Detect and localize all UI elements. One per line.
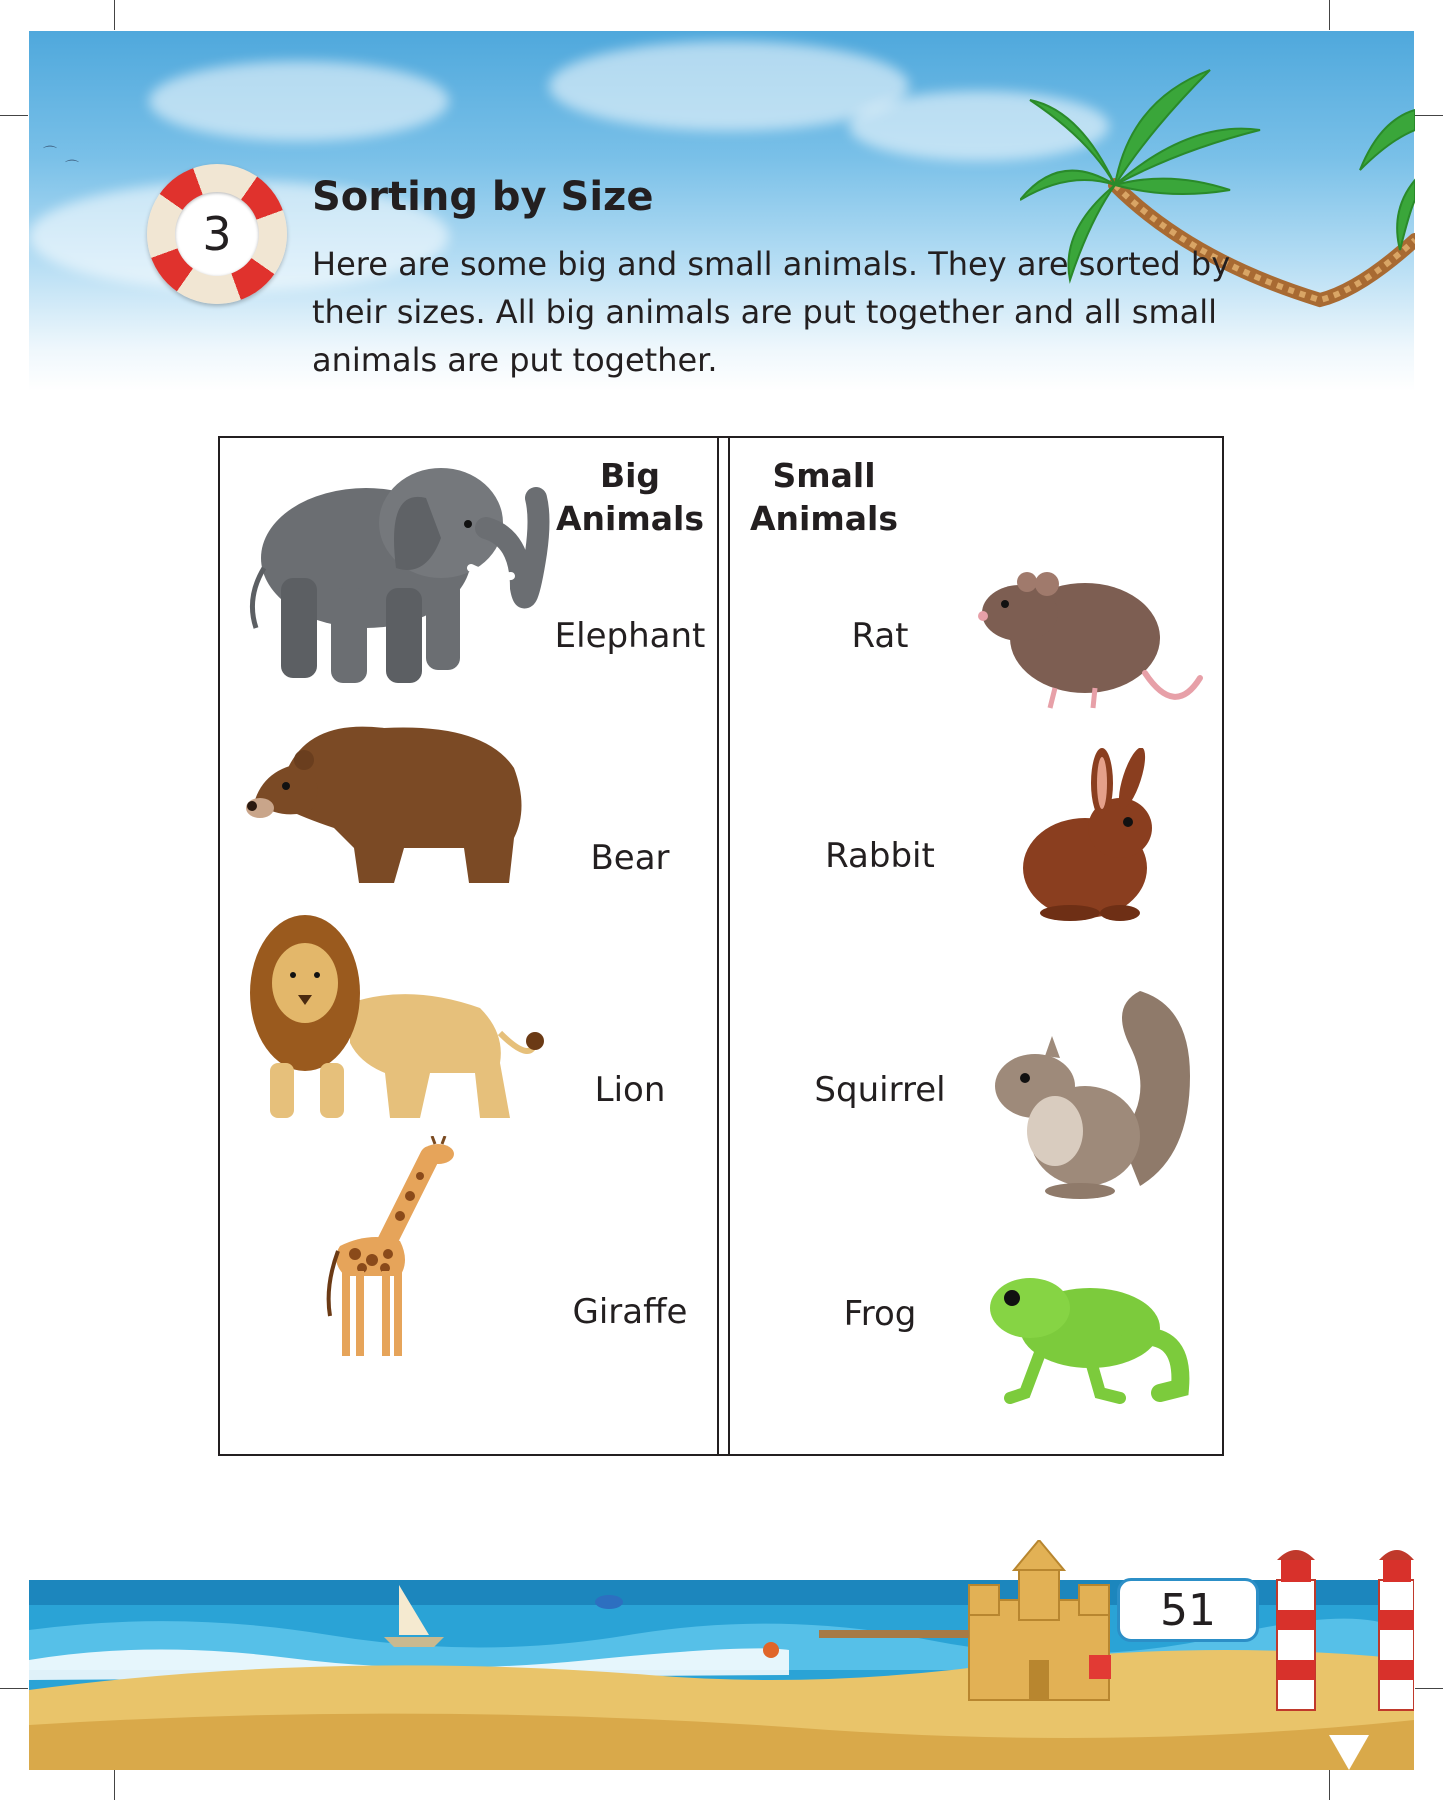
lesson-intro: [312, 240, 1272, 384]
giraffe-illustration: [290, 1136, 470, 1361]
animal-label-frog: Frog: [843, 1294, 917, 1334]
small-header-line: Animals: [750, 499, 898, 538]
crop-mark: [1415, 115, 1443, 116]
animal-label-rat: Rat: [851, 616, 909, 656]
elephant-illustration: [236, 458, 576, 693]
animal-label-lion: Lion: [594, 1070, 666, 1110]
small-header-line: Small: [772, 456, 876, 495]
crop-mark: [0, 1688, 28, 1689]
animal-label-bear: Bear: [590, 838, 670, 878]
animal-label-rabbit: Rabbit: [825, 836, 935, 876]
intro-line: Here are some big and small animals. They are sorted by: [312, 245, 1231, 283]
cloud: [149, 61, 449, 141]
bear-illustration: [244, 708, 534, 888]
crop-mark: [0, 115, 28, 116]
animal-label-giraffe: Giraffe: [572, 1292, 688, 1332]
crop-mark: [1415, 1688, 1443, 1689]
lifebuoy-number-badge: [147, 164, 287, 304]
small-animals-header: [734, 454, 914, 540]
sorting-table: [218, 436, 1224, 1456]
crop-mark: [1329, 1770, 1330, 1800]
big-header-line: Animals: [556, 499, 704, 538]
lion-illustration: [250, 913, 550, 1133]
bird-icon: ⌒: [43, 146, 57, 162]
crop-mark: [114, 0, 115, 30]
crop-mark: [114, 1770, 115, 1800]
bird-icon: ⌒: [65, 160, 79, 176]
frog-illustration: [980, 1258, 1200, 1408]
animal-label-squirrel: Squirrel: [814, 1070, 946, 1110]
crop-mark: [1329, 0, 1330, 30]
beach-scene-illustration: [29, 1540, 1414, 1770]
squirrel-illustration: [990, 986, 1200, 1206]
rabbit-illustration: [1010, 748, 1170, 928]
rat-illustration: [975, 558, 1205, 728]
page-number: 51: [1117, 1578, 1259, 1642]
animal-label-elephant: Elephant: [554, 616, 706, 656]
intro-line: animals are put together.: [312, 341, 718, 379]
big-header-line: Big: [599, 456, 661, 495]
intro-line: their sizes. All big animals are put together and all small: [312, 293, 1217, 331]
lesson-title: Sorting by Size: [312, 174, 654, 220]
lesson-number: 3: [175, 192, 259, 276]
